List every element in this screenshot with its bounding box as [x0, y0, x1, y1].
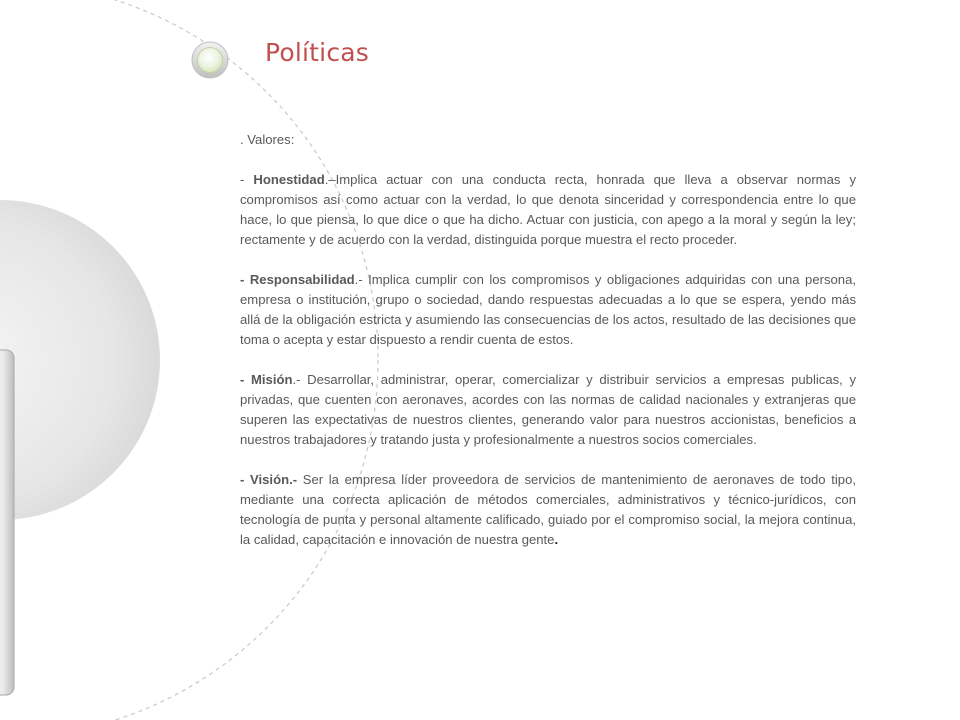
vision-final-mark: .: [554, 532, 559, 547]
paragraph-responsabilidad: [240, 270, 856, 350]
decorative-disc: [0, 200, 160, 520]
paragraph-vision: [240, 470, 856, 550]
responsabilidad-text: .- Implica cumplir con los compromisos y obligaciones adquiridas con una persona, empresa o institución, grupo o sociedad, dando respuestas adecuadas a lo que se espera, yendo más allá de la obligación estricta y asumiendo las consecuencias de los actos, resultado de las decisiones que toma o acepta y estar dispuesto a rendir cuenta de estos.: [240, 272, 856, 347]
mision-term: - Misión: [240, 372, 293, 387]
section-label: . Valores:: [240, 132, 295, 147]
paragraph-mision: [240, 370, 856, 450]
vision-term: - Visión.-: [240, 472, 298, 487]
vision-text: Ser la empresa líder proveedora de servicios de mantenimiento de aeronaves de todo tipo, mediante una correcta aplicación de métodos comerciales, administrativos y técnico-jurídicos, con tecnología de punta y personal altamente calificado, guiado por el compromiso social, la mejora continua, la calidad, capacitación e innovación de nuestra gente: [240, 472, 856, 547]
paragraph-honestidad: [240, 170, 856, 250]
title-bullet-icon: [198, 48, 223, 73]
honestidad-prefix: -: [240, 172, 254, 187]
responsabilidad-term: - Responsabilidad: [240, 272, 355, 287]
mision-text: .- Desarrollar, administrar, operar, comercializar y distribuir servicios a empresas publicas, y privadas, que cuenten con aeronaves, acordes con las normas de calidad nacionales y extranjeras que superen las expectativas de nuestros clientes, generando valor para nuestros accionistas, beneficios a nuestros trabajadores y tratando justa y profesionalmente a nuestros socios comerciales.: [240, 372, 856, 447]
slide-title: Políticas: [265, 38, 370, 67]
honestidad-term: Honestidad: [253, 172, 325, 187]
slide-body: [240, 130, 856, 550]
honestidad-text: .–Implica actuar con una conducta recta, honrada que lleva a observar normas y compromisos así como actuar con la verdad, lo que denota sinceridad y correspondencia entre lo que hace, lo que piensa, lo que dice o que ha dicho. Actuar con justicia, con apego a la moral y según la ley; rectamente y de acuerdo con la verdad, distinguida porque muestra el recto proceder.: [240, 172, 856, 247]
decorative-side-bar: [0, 350, 14, 695]
